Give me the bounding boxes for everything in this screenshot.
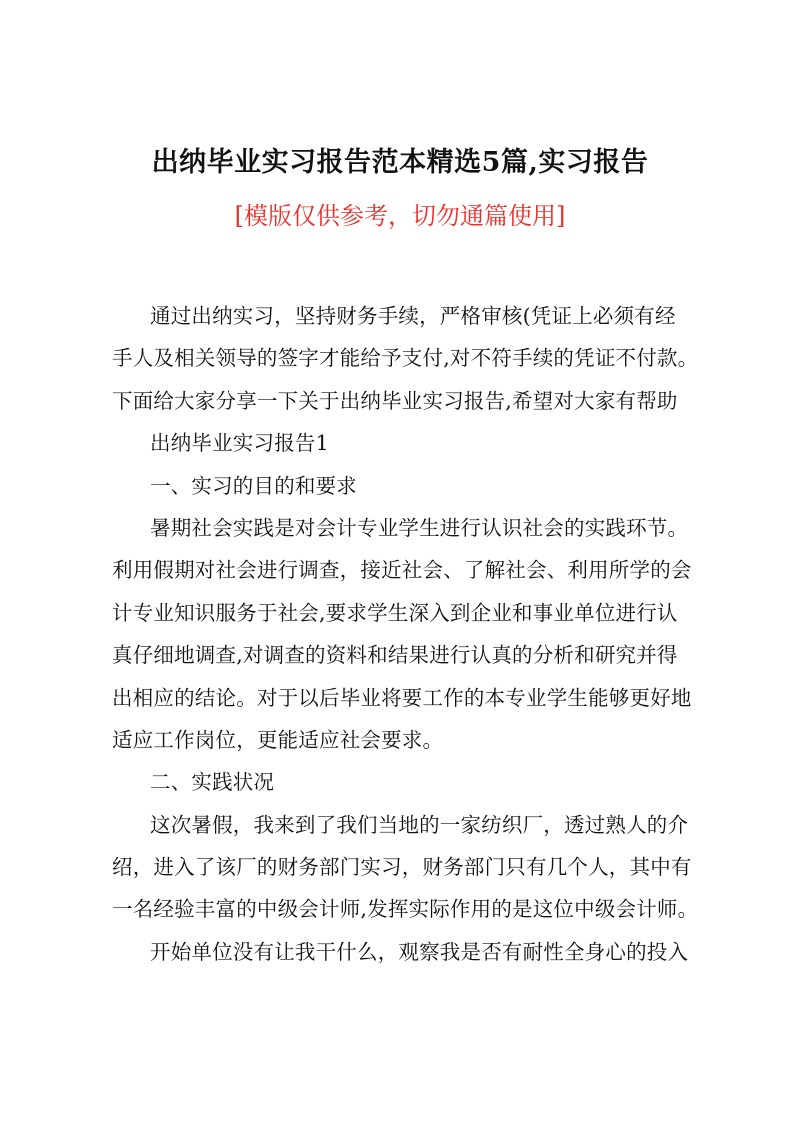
body-line: 计专业知识服务于社会,要求学生深入到企业和事业单位进行认 [112,600,678,625]
body-line: 开始单位没有让我干什么，观察我是否有耐性全身心的投入 [150,939,689,964]
body-line: 适应工作岗位，更能适应社会要求。 [112,727,444,752]
body-line: 下面给大家分享一下关于出纳毕业实习报告,希望对大家有帮助 [112,388,678,413]
document-title: 出纳毕业实习报告范本精选5篇,实习报告 [151,147,649,178]
body-line: 暑期社会实践是对会计专业学生进行认识社会的实践环节。 [150,515,689,540]
section-heading: 一、实习的目的和要求 [150,473,357,498]
body-line: 绍，进入了该厂的财务部门实习，财务部门只有几个人，其中有 [112,855,692,880]
body-line: 真仔细地调查,对调查的资料和结果进行认真的分析和研究并得 [112,643,678,668]
template-notice: [模版仅供参考，切勿通篇使用] [234,202,566,230]
body-line: 这次暑假，我来到了我们当地的一家纺织厂，透过熟人的介 [150,812,689,837]
document-body [112,295,712,973]
section-heading: 二、实践状况 [150,770,275,795]
body-line: 一名经验丰富的中级会计师,发挥实际作用的是这位中级会计师。 [112,897,699,922]
body-line: 手人及相关领导的签字才能给予支付,对不符手续的凭证不付款。 [112,346,699,371]
body-line: 通过出纳实习，坚持财务手续，严格审核(凭证上必须有经 [150,304,676,328]
section-heading: 出纳毕业实习报告1 [150,431,329,456]
body-line: 利用假期对社会进行调查，接近社会、了解社会、利用所学的会 [112,558,692,583]
body-line: 出相应的结论。对于以后毕业将要工作的本专业学生能够更好地 [112,685,692,710]
